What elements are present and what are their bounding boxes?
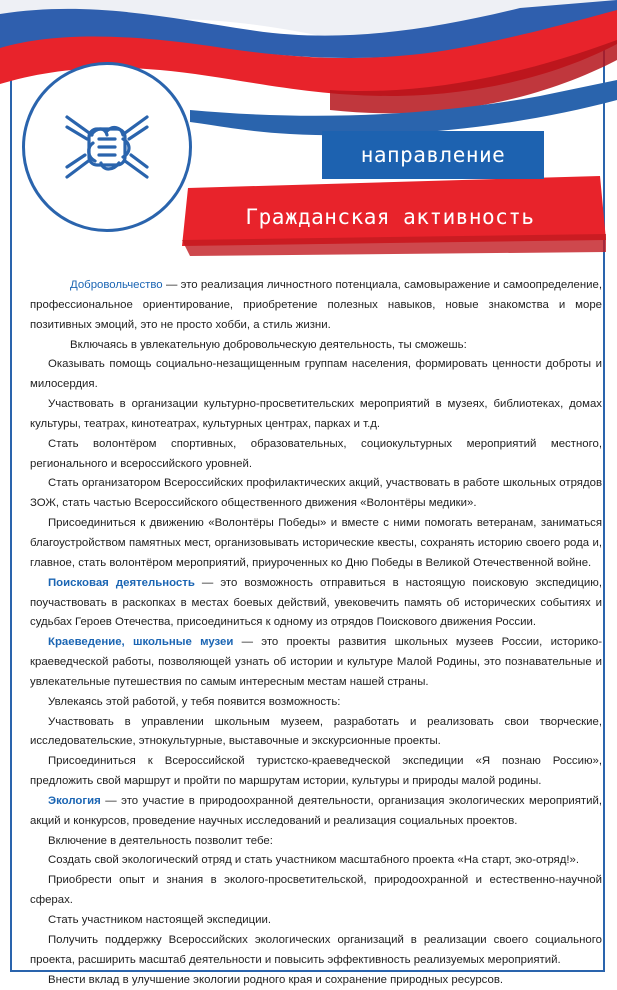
paragraph: Стать участником настоящей экспедиции. <box>48 914 272 926</box>
paragraph: Оказывать помощь социально-незащищенным группам населения, формировать ценности доброты и милосердия. <box>30 358 602 391</box>
paragraph: Присоединиться к движению «Волонтёры Победы» и вместе с ними помогать ветеранам, заниматься благоустройством памятных мест, организовывать исторические квесты, сохранять историю своего рода и, главное, стать волонтёром мероприятий, приуроченных ко Дню Победы в Великой Отечественной войне. <box>30 517 602 569</box>
page-title-text: Гражданская активность <box>245 205 535 229</box>
article-body <box>30 276 602 990</box>
paragraph: Стать организатором Всероссийских профилактических акций, участвовать в работе школьных отрядов ЗОЖ, стать частью Всероссийского общественного движения «Волонтёры медики». <box>30 477 602 510</box>
logo-circle <box>22 62 192 232</box>
term-museums: Краеведение, школьные музеи <box>48 636 234 649</box>
paragraph-ecology <box>30 792 602 832</box>
paragraph: Увлекаясь этой работой, у тебя появится возможность: <box>48 695 341 708</box>
joined-hands-icon <box>47 87 167 207</box>
paragraph: Включаясь в увлекательную добровольческую деятельность, ты сможешь: <box>70 338 467 351</box>
paragraph: Участвовать в управлении школьным музеем, разработать и реализовать свои творческие, исследовательские, этнокультурные, выставочные и экскурсионные проекты. <box>30 715 602 748</box>
page-title <box>190 197 590 237</box>
badge-label: направление <box>360 143 506 167</box>
term-search: Поисковая деятельность <box>48 576 195 589</box>
paragraph: Участвовать в организации культурно-просветительских мероприятий в музеях, библиотеках, домах культуры, театрах, кинотеатрах, культурных центрах, парках и т.д. <box>30 398 602 430</box>
paragraph-volunteering <box>30 276 602 336</box>
paragraph-text: — это участие в природоохранной деятельности, организация экологических мероприятий, акций и конкурсов, проведение научных исследований и реализация социальных проектов. <box>30 794 602 827</box>
paragraph: Включение в деятельность позволит тебе: <box>48 834 273 847</box>
paragraph-text: — это возможность отправиться в настоящую поисковую экспедицию, поучаствовать в раскопках в местах боевых действий, увековечить память об исторических событиях и судьбах Героев Отечества, присоединиться к одному из отрядов Поискового движения России. <box>30 576 602 629</box>
term-ecology: Экология <box>48 794 101 807</box>
direction-badge <box>322 131 544 179</box>
paragraph-text: — это реализация личностного потенциала, самовыражение и самоопределение, профессиональное ориентирование, приобретение полезных навыков, новые знакомства и море позитивных эмоций, это не просто хобби, а стиль жизни. <box>30 279 602 331</box>
paragraph: Создать свой экологический отряд и стать участником масштабного проекта «На старт, эко-отряд!». <box>48 854 580 867</box>
paragraph: Присоединиться к Всероссийской туристско-краеведческой экспедиции «Я познаю Россию», предложить свой маршрут и пройти по маршрутам истории, культуры и природы малой родины. <box>30 755 602 788</box>
paragraph: Приобрести опыт и знания в эколого-просветительской, природоохранной и естественно-научной сферах. <box>30 874 602 907</box>
paragraph-text: — это проекты развития школьных музеев России, историко-краеведческой работы, позволяющей узнать об истории и культуре Малой Родины, это познавательные и увлекательные путешествия по самым интересным местам нашей страны. <box>30 636 602 688</box>
term-volunteering: Добровольчество <box>70 279 163 291</box>
paragraph: Внести вклад в улучшение экологии родного края и сохранение природных ресурсов. <box>48 973 504 986</box>
paragraph: Получить поддержку Всероссийских экологических организаций в реализации своего социального проекта, расширить масштаб деятельности и повысить эффективность реализуемых мероприятий. <box>30 933 602 966</box>
paragraph-search <box>30 574 602 634</box>
paragraph-museums <box>30 633 602 693</box>
paragraph: Стать волонтёром спортивных, образовательных, социокультурных мероприятий местного, регионального и всероссийского уровней. <box>30 437 602 470</box>
